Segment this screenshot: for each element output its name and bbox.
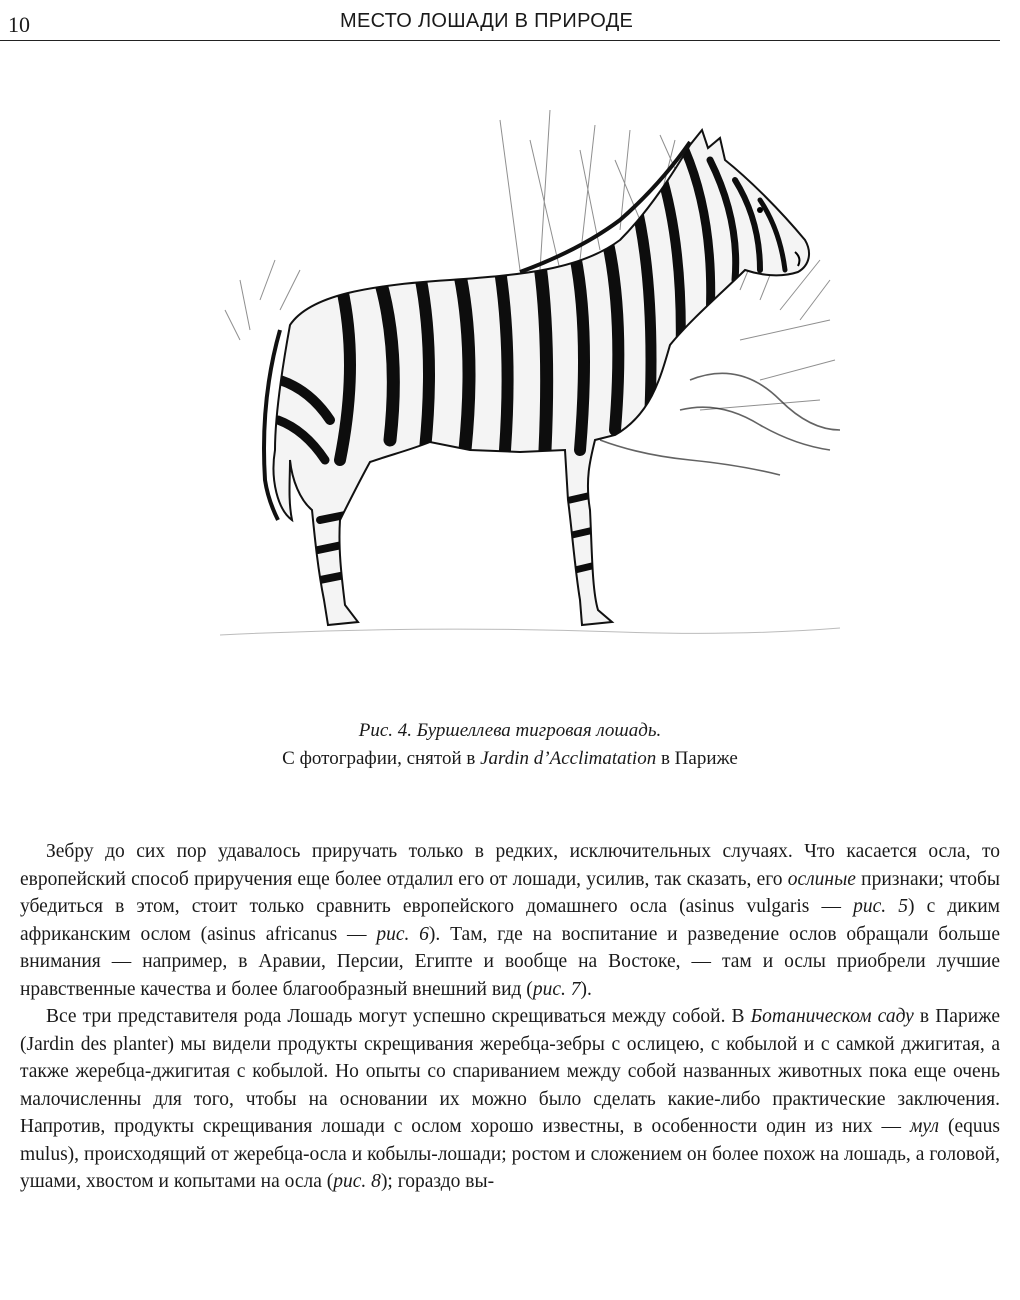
p1-figure-ref-6: рис. 6 bbox=[376, 923, 429, 945]
zebra-illustration bbox=[220, 80, 840, 650]
caption-source-city: в Париже bbox=[656, 748, 738, 769]
p1-text-4: ). Там, где на воспитание и разведение ослов обращали больше внимания — например, в Аравии, Персии, Египте и вообще на Востоке, — там и ослы приобрели лучшие нравственные качества и более благообразный внешний вид ( bbox=[20, 923, 1000, 1000]
page-header bbox=[0, 0, 1020, 44]
p1-emphasis-1: ослиные bbox=[787, 868, 856, 890]
paragraph-1 bbox=[20, 838, 1000, 1003]
paragraph-2 bbox=[20, 1003, 1000, 1196]
header-rule bbox=[0, 40, 1000, 41]
p2-text-1: Все три представителя рода Лошадь могут успешно скрещиваться между собой. В bbox=[46, 1006, 751, 1027]
p1-figure-ref-7: рис. 7 bbox=[532, 978, 581, 1000]
caption-source-text: С фотографии, снятой в bbox=[282, 748, 481, 769]
figure-caption-source bbox=[0, 748, 1020, 770]
figure-caption-title: Рис. 4. Буршеллева тигровая лошадь. bbox=[358, 720, 662, 741]
p2-emphasis-2: мул bbox=[909, 1116, 940, 1137]
p1-text-3: ) с диким африканским ослом (asinus africanus — bbox=[20, 896, 1000, 945]
zebra-engraving bbox=[220, 80, 840, 650]
page-number: 10 bbox=[8, 12, 30, 37]
p1-text-5: ). bbox=[580, 978, 592, 1000]
p2-text-3: (equus mulus), происходящий от жеребца-осла и кобылы-лошади; ростом и сложением он более похож на лошадь, а головой, ушами, хвостом и копытами на осла ( bbox=[20, 1116, 1000, 1192]
p2-figure-ref-8: рис. 8 bbox=[333, 1171, 381, 1192]
p1-text-2: признаки; чтобы убедиться в этом, стоит только сравнить европейского домашнего осла (asinus vulgaris — bbox=[20, 868, 1001, 917]
p1-text-1: Зебру до сих пор удавалось приручать только в редких, исключительных случаях. Что касается осла, то европейский способ приручения еще более отдалил его от лошади, усилив, так сказать, его bbox=[20, 841, 1000, 890]
caption-source-place: Jardin d’Acclimatation bbox=[480, 748, 657, 769]
running-title: МЕСТО ЛОШАДИ В ПРИРОДЕ bbox=[340, 10, 634, 32]
body-text bbox=[20, 838, 1000, 1196]
p2-emphasis-1: Ботаническом саду bbox=[750, 1006, 914, 1027]
p2-text-2: в Париже (Jardin des planter) мы видели продукты скрещивания жеребца-зебры с ослицею, с кобылой и с самкой джигитая, а также жеребца-джигитая с кобылой. Но опыты со спариванием между собой названных животных пока еще очень малочисленны для того, чтобы на основании их можно было сделать какие-либо практические заключения. Напротив, продукты скрещивания лошади с ослом хорошо известны, в особенности один из них — bbox=[20, 1006, 1000, 1137]
p1-figure-ref-5: рис. 5 bbox=[853, 896, 908, 917]
p2-text-4: ); гораздо вы- bbox=[380, 1171, 495, 1192]
